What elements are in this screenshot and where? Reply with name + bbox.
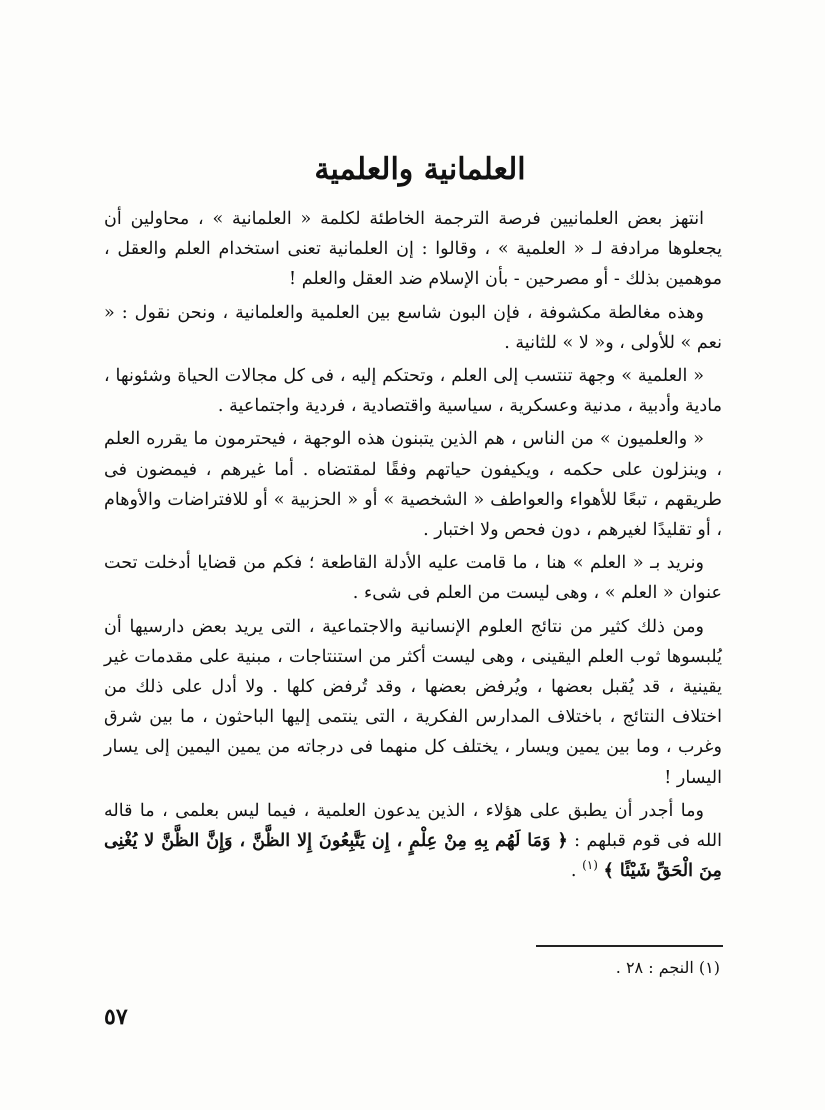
paragraph: ومن ذلك كثير من نتائج العلوم الإنسانية والاجتماعية ، التى يريد بعض دارسيها أن يُلبسوها ثوب العلم اليقينى ، وهى ليست أكثر من استنتاجات ، مبنية على مقدمات غير يقينية ، قد يُقبل بعضها ، ويُرفض بعضها ، وقد تُرفض كلها . ولا أدل على ذلك من اختلاف النتائج ، باختلاف المدارس الفكرية ، التى ينتمى إليها الباحثون ، ما بين شرق وغرب ، وما بين يمين ويسار ، يختلف كل منهما فى درجاته من يمين اليمين إلى يسار اليسار !: [104, 616, 722, 788]
paragraph-text: وما أجدر أن يطبق على هؤلاء ، الذين يدعون العلمية ، فيما ليس بعلمى ، ما قاله الله فى قوم قبلهم :: [104, 800, 723, 852]
paragraph-with-quran: [104, 796, 722, 887]
page-number: ٥٧: [104, 1004, 128, 1030]
paragraph: « العلمية » وجهة تنتسب إلى العلم ، وتحتكم إليه ، فى كل مجالات الحياة وشئونها ، مادية وأدبية ، مدنية وعسكرية ، سياسية واقتصادية ، فردية واجتماعية .: [104, 366, 722, 417]
quran-verse: ﴿ وَمَا لَهُم بِهِ مِنْ عِلْمٍ ، إِن يَتَّبِعُونَ إِلا الظَّنَّ ، وَإِنَّ الظَّنَّ لا يُغْنِى مِنَ الْحَقِّ شَيْئًا ﴾: [104, 830, 722, 882]
footnote-divider: [536, 945, 723, 947]
paragraph: وهذه مغالطة مكشوفة ، فإن البون شاسع بين العلمية والعلمانية ، ونحن نقول : « نعم » للأولى ، و« لا » للثانية .: [104, 302, 722, 353]
paragraph: « والعلميون » من الناس ، هم الذين يتبنون هذه الوجهة ، فيحترمون ما يقرره العلم ، وينزلون على حكمه ، ويكيفون حياتهم وفقًا لمقتضاه . أما غيرهم ، فيمضون فى طريقهم ، تبعًا للأهواء والعواطف « الشخصية » أو « الحزبية » أو للافتراضات والأوهام ، أو تقليدًا لغيرهم ، دون فحص ولا اختبار .: [104, 429, 722, 541]
body-text: [104, 204, 722, 889]
paragraph-end: .: [570, 861, 577, 882]
paragraph: ونريد بـ « العلم » هنا ، ما قامت عليه الأدلة القاطعة ؛ فكم من قضايا أدخلت تحت عنوان « العلم » ، وهى ليست من العلم فى شىء .: [104, 553, 722, 604]
footnote: (١) النجم : ٢٨ .: [615, 958, 720, 977]
paragraph: انتهز بعض العلمانيين فرصة الترجمة الخاطئة لكلمة « العلمانية » ، محاولين أن يجعلوها مرادفة لـ « العلمية » ، وقالوا : إن العلمانية تعنى استخدام العلم والعقل ، موهمين بذلك - أو مصرحين - بأن الإسلام ضد العقل والعلم !: [104, 209, 722, 290]
chapter-title: العلمانية والعلمية: [314, 152, 526, 187]
footnote-reference: (١): [582, 858, 598, 873]
